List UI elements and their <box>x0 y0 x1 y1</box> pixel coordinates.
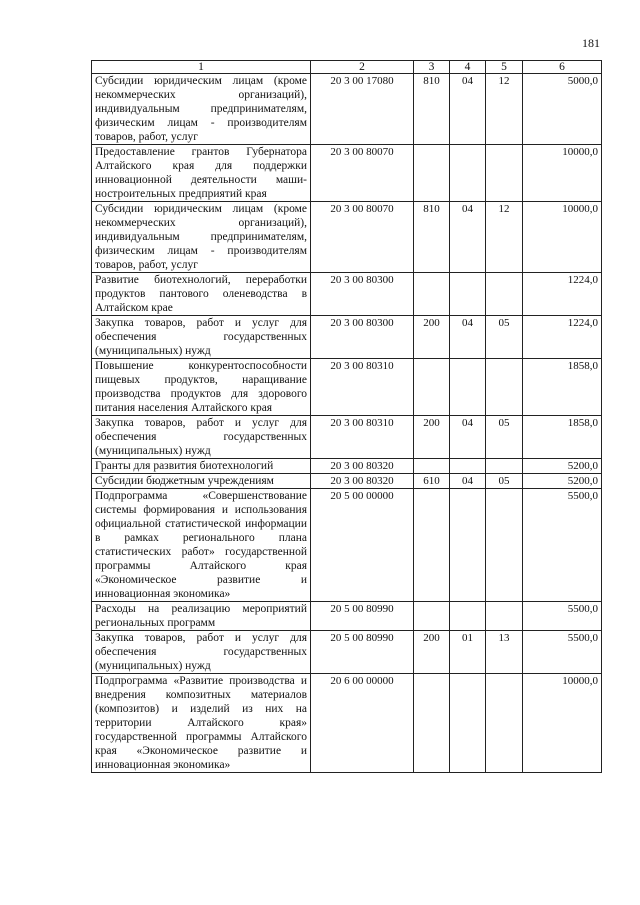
expense-type-cell <box>414 489 450 602</box>
expense-name-cell: Предоставление грантов Губернатора Алтайского края для поддержки инновационной деятельности машиностроительных предприятий края <box>92 145 311 202</box>
table-row <box>92 674 602 773</box>
expense-type-cell: 810 <box>414 202 450 273</box>
subsection-cell <box>486 359 523 416</box>
expense-type-cell: 200 <box>414 316 450 359</box>
section-cell: 04 <box>450 202 486 273</box>
expense-type-cell: 200 <box>414 416 450 459</box>
target-code-cell: 20 5 00 00000 <box>311 489 414 602</box>
section-cell <box>450 459 486 474</box>
amount-cell: 5500,0 <box>523 602 602 631</box>
subsection-cell <box>486 145 523 202</box>
table-row <box>92 202 602 273</box>
expense-name-cell: Закупка товаров, работ и услуг для обеспечения государственных (муниципальных) нужд <box>92 416 311 459</box>
amount-cell: 1224,0 <box>523 316 602 359</box>
section-cell <box>450 273 486 316</box>
column-header: 4 <box>450 61 486 74</box>
amount-cell: 5500,0 <box>523 489 602 602</box>
subsection-cell <box>486 273 523 316</box>
subsection-cell: 05 <box>486 316 523 359</box>
amount-cell: 1858,0 <box>523 359 602 416</box>
column-header: 2 <box>311 61 414 74</box>
subsection-cell <box>486 674 523 773</box>
section-cell <box>450 674 486 773</box>
expense-name-cell: Закупка товаров, работ и услуг для обеспечения государственных (муниципальных) нужд <box>92 316 311 359</box>
target-code-cell: 20 3 00 80320 <box>311 459 414 474</box>
expense-type-cell: 200 <box>414 631 450 674</box>
expense-type-cell <box>414 674 450 773</box>
section-cell: 04 <box>450 416 486 459</box>
subsection-cell: 12 <box>486 202 523 273</box>
table-row <box>92 273 602 316</box>
target-code-cell: 20 3 00 80310 <box>311 416 414 459</box>
expense-name-cell: Развитие биотехнологий, переработки продуктов пантового оленеводства в Алтайском крае <box>92 273 311 316</box>
amount-cell: 5500,0 <box>523 631 602 674</box>
expense-name-cell: Подпрограмма «Развитие производства и внедрения композитных материалов (композитов) и изделий из них на территории Алтайского края» государственной программы Алтайского края «Экономическое развитие и инновационная экономика» <box>92 674 311 773</box>
amount-cell: 1858,0 <box>523 416 602 459</box>
amount-cell: 10000,0 <box>523 202 602 273</box>
target-code-cell: 20 6 00 00000 <box>311 674 414 773</box>
subsection-cell: 05 <box>486 416 523 459</box>
expense-name-cell: Субсидии юридическим лицам (кроме некоммерческих организаций), индивидуальным предпринимателям, физическим лицам - производителям товаров, работ, услуг <box>92 202 311 273</box>
section-cell: 04 <box>450 474 486 489</box>
amount-cell: 1224,0 <box>523 273 602 316</box>
subsection-cell: 12 <box>486 74 523 145</box>
table-header-row <box>92 61 602 74</box>
table-row <box>92 145 602 202</box>
table-row <box>92 602 602 631</box>
expense-type-cell <box>414 359 450 416</box>
expense-name-cell: Закупка товаров, работ и услуг для обеспечения государственных (муниципальных) нужд <box>92 631 311 674</box>
table-row <box>92 459 602 474</box>
subsection-cell <box>486 489 523 602</box>
table-row <box>92 489 602 602</box>
amount-cell: 5200,0 <box>523 474 602 489</box>
expense-type-cell: 610 <box>414 474 450 489</box>
table-row <box>92 474 602 489</box>
expense-type-cell: 810 <box>414 74 450 145</box>
target-code-cell: 20 3 00 80310 <box>311 359 414 416</box>
expense-type-cell <box>414 145 450 202</box>
amount-cell: 5200,0 <box>523 459 602 474</box>
section-cell <box>450 359 486 416</box>
budget-table <box>91 60 602 773</box>
column-header: 1 <box>92 61 311 74</box>
expense-name-cell: Субсидии юридическим лицам (кроме некоммерческих организаций), индивидуальным предпринимателям, физическим лицам - производителям товаров, работ, услуг <box>92 74 311 145</box>
amount-cell: 5000,0 <box>523 74 602 145</box>
expense-name-cell: Расходы на реализацию мероприятий региональных программ <box>92 602 311 631</box>
subsection-cell <box>486 602 523 631</box>
table-row <box>92 631 602 674</box>
target-code-cell: 20 3 00 17080 <box>311 74 414 145</box>
section-cell: 04 <box>450 74 486 145</box>
amount-cell: 10000,0 <box>523 145 602 202</box>
section-cell <box>450 489 486 602</box>
section-cell <box>450 602 486 631</box>
amount-cell: 10000,0 <box>523 674 602 773</box>
target-code-cell: 20 3 00 80070 <box>311 202 414 273</box>
table-row <box>92 316 602 359</box>
table-row <box>92 359 602 416</box>
expense-name-cell: Подпрограмма «Совершенствование системы формирования и использования официальной статистической информации в рамках регионального плана статистических работ» государственной программы Алтайского края «Экономическое развитие и инновационная экономика» <box>92 489 311 602</box>
subsection-cell: 05 <box>486 474 523 489</box>
target-code-cell: 20 5 00 80990 <box>311 631 414 674</box>
column-header: 5 <box>486 61 523 74</box>
expense-type-cell <box>414 459 450 474</box>
expense-name-cell: Субсидии бюджетным учреждениям <box>92 474 311 489</box>
target-code-cell: 20 3 00 80300 <box>311 273 414 316</box>
target-code-cell: 20 3 00 80300 <box>311 316 414 359</box>
expense-type-cell <box>414 273 450 316</box>
target-code-cell: 20 3 00 80320 <box>311 474 414 489</box>
subsection-cell: 13 <box>486 631 523 674</box>
table-row <box>92 74 602 145</box>
expense-name-cell: Гранты для развития биотехнологий <box>92 459 311 474</box>
page-number: 181 <box>582 36 600 50</box>
target-code-cell: 20 3 00 80070 <box>311 145 414 202</box>
column-header: 3 <box>414 61 450 74</box>
section-cell: 01 <box>450 631 486 674</box>
expense-name-cell: Повышение конкурентоспособности пищевых продуктов, наращивание производства продуктов для здорового питания населения Алтайского края <box>92 359 311 416</box>
column-header: 6 <box>523 61 602 74</box>
target-code-cell: 20 5 00 80990 <box>311 602 414 631</box>
expense-type-cell <box>414 602 450 631</box>
subsection-cell <box>486 459 523 474</box>
table-row <box>92 416 602 459</box>
section-cell: 04 <box>450 316 486 359</box>
section-cell <box>450 145 486 202</box>
